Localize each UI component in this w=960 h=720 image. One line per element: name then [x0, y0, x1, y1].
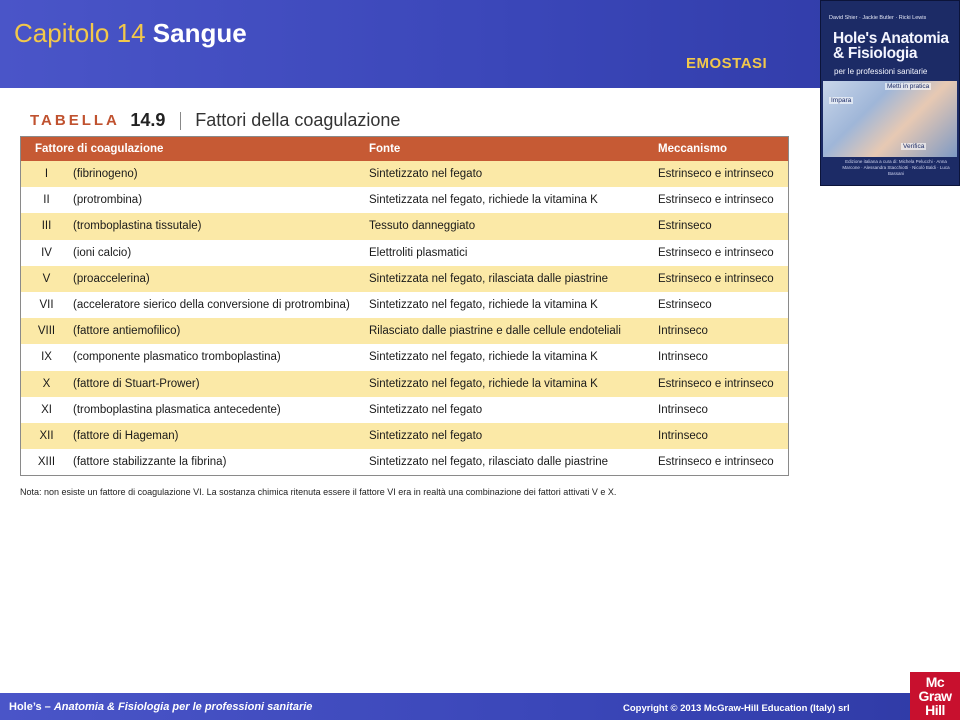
- footer-book-title: [9, 701, 312, 713]
- table-row: [21, 344, 788, 370]
- header-mechanism: Meccanismo: [658, 143, 728, 155]
- factor-number: IV: [41, 246, 52, 259]
- factor-mechanism: Estrinseco e intrinseco: [658, 168, 774, 181]
- factor-source: Sintetizzato nel fegato, rilasciato dalle piastrine: [369, 456, 609, 469]
- table-row: [21, 213, 788, 239]
- factor-mechanism: Estrinseco e intrinseco: [658, 456, 774, 469]
- factor-number: III: [41, 220, 52, 233]
- factor-mechanism: Estrinseco e intrinseco: [658, 272, 774, 285]
- table-label: TABELLA: [30, 112, 120, 129]
- table-row: [21, 371, 788, 397]
- table-body: [21, 161, 788, 475]
- factor-number: II: [43, 194, 50, 207]
- factor-name: (fattore di Stuart-Prower): [73, 377, 200, 390]
- factor-number: I: [44, 168, 49, 181]
- table-row: [21, 318, 788, 344]
- factor-name: (tromboplastina plasmatica antecedente): [73, 403, 281, 416]
- factor-source: Rilasciato dalle piastrine e dalle cellule endoteliali: [369, 325, 621, 338]
- cover-title-line2: & Fisiologia: [833, 45, 918, 62]
- header-factor: Fattore di coagulazione: [35, 143, 164, 155]
- copyright-holder: McGraw-Hill Education (Italy) srl: [703, 703, 850, 714]
- factor-source: Sintetizzata nel fegato, rilasciata dalle piastrine: [369, 272, 609, 285]
- table-title: Fattori della coagulazione: [195, 110, 401, 130]
- cover-title-line1: Hole's Anatomia: [833, 30, 949, 47]
- table-row: [21, 161, 788, 187]
- header-source: Fonte: [369, 143, 401, 155]
- factor-source: Sintetizzato nel fegato: [369, 168, 483, 181]
- factor-source: Sintetizzato nel fegato: [369, 429, 483, 442]
- cover-subtitle: per le professioni sanitarie: [834, 67, 928, 76]
- table-row: [21, 292, 788, 318]
- factor-source: Sintetizzato nel fegato, richiede la vitamina K: [369, 299, 598, 312]
- factor-number: VII: [39, 299, 54, 312]
- factor-name: (fattore antiemofilico): [73, 325, 181, 338]
- table-row: [21, 397, 788, 423]
- factor-name: (componente plasmatico tromboplastina): [73, 351, 281, 364]
- factor-name: (ioni calcio): [73, 246, 132, 259]
- factor-number: V: [42, 272, 51, 285]
- factor-mechanism: Estrinseco: [658, 220, 712, 233]
- factor-mechanism: Intrinseco: [658, 429, 708, 442]
- factor-source: Tessuto danneggiato: [369, 220, 476, 233]
- book-cover: [820, 0, 960, 186]
- table-row: [21, 423, 788, 449]
- factor-mechanism: Intrinseco: [658, 351, 708, 364]
- factor-number: IX: [41, 351, 52, 364]
- table-row: [21, 449, 788, 475]
- mcgraw-hill-logo: [910, 672, 960, 720]
- cover-title: [833, 31, 949, 61]
- logo-line2: Graw: [918, 688, 952, 704]
- table-number: 14.9: [130, 110, 166, 130]
- header-bar: [0, 0, 960, 88]
- factor-number: VIII: [37, 325, 56, 338]
- factor-name: (proaccelerina): [73, 272, 150, 285]
- factor-name: (fibrinogeno): [73, 168, 138, 181]
- cover-tag-verify: Verifica: [903, 143, 925, 150]
- factor-name: (tromboplastina tissutale): [73, 220, 202, 233]
- factor-mechanism: Intrinseco: [658, 325, 708, 338]
- factor-number: XI: [41, 403, 52, 416]
- factor-name: (protrombina): [73, 194, 143, 207]
- factor-number: XIII: [37, 456, 56, 469]
- factor-source: Elettroliti plasmatici: [369, 246, 468, 259]
- footer-copyright: [623, 703, 850, 714]
- factor-name: (fattore stabilizzante la fibrina): [73, 456, 227, 469]
- factor-mechanism: Estrinseco e intrinseco: [658, 194, 774, 207]
- factor-mechanism: Estrinseco: [658, 299, 712, 312]
- coagulation-factors-table: [20, 136, 789, 476]
- footer-bar: [0, 693, 960, 720]
- factor-name: (acceleratore sierico della conversione di protrombina): [73, 299, 350, 312]
- slide-title: [14, 18, 247, 49]
- factor-source: Sintetizzato nel fegato, richiede la vitamina K: [369, 351, 598, 364]
- factor-mechanism: Estrinseco e intrinseco: [658, 377, 774, 390]
- factor-mechanism: Estrinseco e intrinseco: [658, 246, 774, 259]
- table-row: [21, 187, 788, 213]
- factor-source: Sintetizzato nel fegato, richiede la vitamina K: [369, 377, 598, 390]
- section-label: EMOSTASI: [686, 55, 768, 72]
- footer-book-name: Anatomia & Fisiologia per le professioni sanitarie: [53, 701, 313, 713]
- table-row: [21, 266, 788, 292]
- factor-name: (fattore di Hageman): [73, 429, 179, 442]
- chapter-label: Capitolo 14: [14, 18, 146, 48]
- copyright-prefix: Copyright © 2013: [623, 703, 702, 714]
- table-heading: [30, 110, 490, 134]
- table-note: Nota: non esiste un fattore di coagulazione VI. La sostanza chimica ritenuta essere il fattore VI era in realtà una combinazione dei fattori attivati V e X.: [20, 487, 617, 497]
- factor-mechanism: Intrinseco: [658, 403, 708, 416]
- footer-book-prefix: Hole’s –: [9, 701, 51, 713]
- table-header-row: [21, 137, 788, 161]
- topic-label: Sangue: [152, 18, 247, 48]
- factor-number: XII: [39, 429, 54, 442]
- table-row: [21, 240, 788, 266]
- logo-line1: Mc: [925, 674, 945, 690]
- factor-source: Sintetizzato nel fegato: [369, 403, 483, 416]
- cover-photo: [823, 81, 957, 157]
- factor-number: X: [42, 377, 51, 390]
- cover-tag-practice: Metti in pratica: [887, 83, 930, 90]
- logo-line3: Hill: [925, 702, 945, 718]
- cover-authors: David Shier · Jackie Butler · Ricki Lewis: [829, 15, 927, 21]
- factor-source: Sintetizzata nel fegato, richiede la vitamina K: [369, 194, 598, 207]
- cover-editors: Edizione italiana a cura di: Michela Pelucchi · Anna Marcone · Alessandra Stacchiotti · Nicolò Baldi · Luca Bassani: [842, 159, 950, 176]
- heading-divider: [180, 112, 181, 130]
- cover-tag-learn: Impara: [831, 97, 852, 104]
